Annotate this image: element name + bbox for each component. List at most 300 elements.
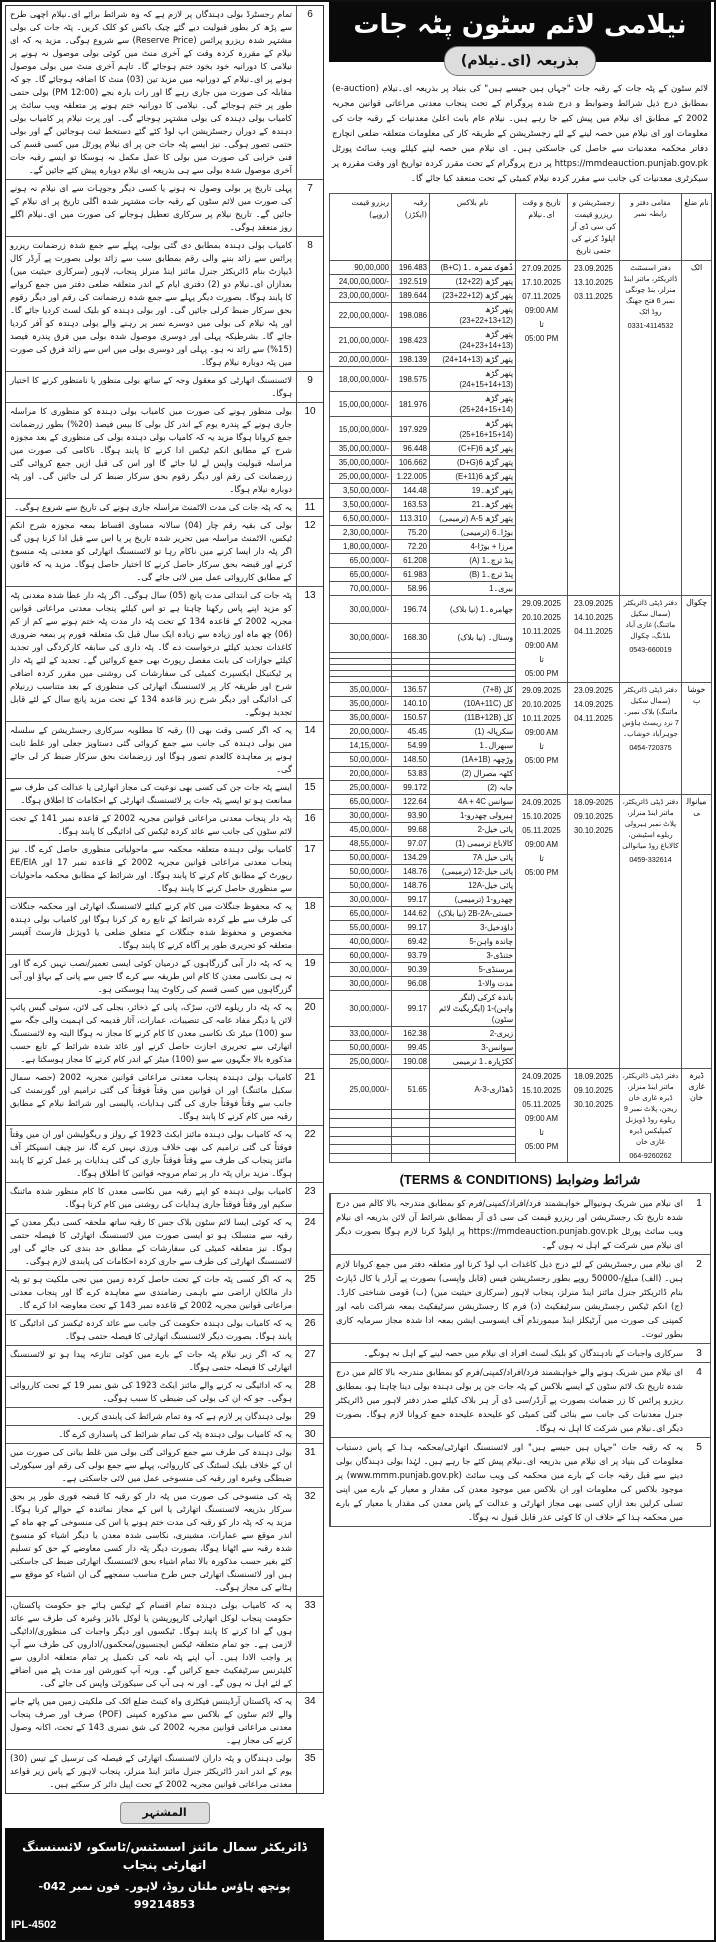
block-name-cell: وڑچھہ (1A+1B) — [430, 753, 516, 767]
terms-right-box — [329, 1193, 711, 1527]
reserve-price-cell: 30,00,000/- — [330, 963, 392, 977]
time-from: 09:00 AM — [525, 1114, 558, 1123]
term-text: یہ کہ رقبہ جات "جہاں ہیں جیسے ہیں" اور لائسنسنگ اتھارٹی/محکمہ ہذا کے پاس دستیاب معلومات کی بنیاد پر ای نیلام میں بذریعہ ای۔نیلام پیش کئے جا رہے ہیں۔ لہٰذا بولی دہندگان بولی دینے سے قبل رقبہ جات کے بارے میں محکمہ کی ویب سائٹ (www.mmm.punjab.gov.pk) پر موجود بلاکس کی معلومات اور ان بلاکس میں موجود معدن کی مقدار و معیار کے بارے میں اپنی تسلی کرلیں بعد ازاں کسی بھی مجاز اتھارٹی و عدالت کے پاس معدن کی مقدار یا معیار کے بارے میں محکمہ ہذا کے خلاف ان کا کوئی عذر قابل قبول نہ ہوگا۔ — [330, 1438, 688, 1526]
empty-cell — [330, 1145, 392, 1154]
reserve-price-cell: 3,50,00,000/- — [330, 498, 392, 512]
block-name-cell: چاندہ واہن-5 — [430, 935, 516, 949]
header-office: مقامی دفتر و رابطہ نمبر — [620, 194, 682, 261]
left-column — [2, 2, 326, 1940]
term-number: 11 — [304, 502, 316, 513]
area-cell: 162.38 — [392, 1027, 430, 1041]
reserve-price-cell: 23,00,00,000/- — [330, 289, 392, 303]
auction-date-cell — [516, 683, 568, 795]
table-row — [330, 596, 712, 624]
block-name-cell: پتھر گڑھ (13+14+24) — [430, 353, 516, 367]
area-cell: 90.39 — [392, 963, 430, 977]
term-number: 35 — [304, 1753, 316, 1764]
reserve-price-cell: 3,50,00,000/- — [330, 484, 392, 498]
area-cell: 61.208 — [392, 554, 430, 568]
term-number: 4 — [696, 1367, 702, 1378]
empty-cell — [330, 1110, 392, 1119]
term-item — [6, 403, 323, 499]
registration-date: 23.09.2025 — [573, 599, 614, 608]
term-item — [6, 841, 323, 898]
term-item — [6, 999, 323, 1069]
area-cell: 136.57 — [392, 683, 430, 697]
registration-date: 14.09.2025 — [573, 700, 614, 709]
district-cell: میانوالی — [682, 795, 712, 1069]
block-name-cell: چھدرو-1 (ترمیمی) — [430, 893, 516, 907]
term-item — [6, 1183, 323, 1214]
time-to: 05:00 PM — [524, 1142, 559, 1151]
term-number: 5 — [696, 1442, 702, 1453]
reserve-price-cell: 30,00,000/- — [330, 596, 392, 624]
term-item — [6, 587, 323, 722]
area-cell: 93.90 — [392, 809, 430, 823]
block-name-cell: بیری۔1 — [430, 582, 516, 596]
term-text: یہ کہ ادائیگی نہ کرنے والے مائنز ایکٹ 1923 کی شق نمبر 19 کے تحت کارروائی ہوگی۔ جو کہ ان کی بولی کی ضبطی کا سبب ہوگی۔ — [6, 1377, 297, 1407]
block-name-cell: ہیرولی چھدرو-1 — [430, 809, 516, 823]
term-text: کامیاب بولی دہندہ پنجاب معدنی مراعاتی قوانین مجریہ 2002 (حصہ سمال سکیل مائننگ) اور ان قوانین میں وقتاً فوقتاً کی گئی ترامیم اور گورنمنٹ کی جانب سے وقتاً فوقتاً جاری کی گئی ہدایات، پالیسی اور شرائط نیلام کے مطابق رقبہ میں کام کرنے کا پابند ہوگا۔ — [6, 1069, 297, 1125]
time-to: 05:00 PM — [524, 669, 559, 678]
auction-date: 07.11.2025 — [522, 292, 561, 301]
registration-date: 30.10.2025 — [573, 1100, 614, 1109]
area-cell: 122.64 — [392, 795, 430, 809]
empty-cell — [430, 1136, 516, 1145]
term-text: پٹہ دار پنجاب معدنی مراعاتی قوانین مجریہ 2002 کے قاعدہ نمبر 141 کے تحت لائم سٹون کی جانب سے عائد کردہ ٹیکس کی ادائیگی کا پابند ہوگا۔ — [6, 810, 297, 840]
auction-date: 10.11.2025 — [522, 627, 561, 636]
area-cell: 69.42 — [392, 935, 430, 949]
reserve-price-cell: 50,00,000/- — [330, 879, 392, 893]
block-name-cell: باندہ کرکی (لنگر واہن)-1 (ایگریگیٹ لائم سٹون) — [430, 991, 516, 1027]
reserve-price-cell: 50,00,000/- — [330, 851, 392, 865]
term-item — [6, 237, 323, 372]
term-text: یہ کہ پٹہ جات کی مدت الاٹمنٹ مراسلہ جاری ہونے کی تاریخ سے شروع ہوگی۔ — [6, 499, 297, 516]
reserve-price-cell: 15,00,00,000/- — [330, 417, 392, 442]
term-item — [6, 722, 323, 779]
reserve-price-cell: 25,00,000/- — [330, 1055, 392, 1069]
area-cell: 51.65 — [392, 1069, 430, 1110]
area-cell: 196.74 — [392, 596, 430, 624]
term-number: 28 — [304, 1380, 316, 1391]
term-text: بولی دہندہ کی طرف سے جمع کروائی گئی بولی میں غلط بیانی کی صورت میں ان کے خلاف بلیک لسٹنگ کی کارروائی، پہلے سے جمع بولی کی رقم اور سیکورٹی ضبطگی وغیرہ اور رقبہ کی منسوخی عمل میں لائی جاسکتی ہے۔ — [6, 1444, 297, 1487]
term-item — [330, 1255, 710, 1344]
area-cell: 198.086 — [392, 303, 430, 328]
term-item — [6, 1693, 323, 1750]
empty-cell — [430, 1154, 516, 1163]
block-name-cell: مرسنڈی-5 — [430, 963, 516, 977]
reserve-price-cell: 35,00,00,000/- — [330, 442, 392, 456]
reserve-price-cell: 35,00,000/- — [330, 711, 392, 725]
term-text: یہ کہ پٹہ دار آبی گزرگاہوں کے درمیان کوئی ایسی تعمیر/نصب نہیں کرے گا اور نہ ہی نکاسی معدن کا کام اس طریقہ سے کرے گا جس سے پانی کے بہاؤ اور آبی گزرگاہوں میں کسی قسم کی رکاوٹ پیدا ہوسکتی ہو۔ — [6, 955, 297, 998]
reserve-price-cell: 22,00,00,000/- — [330, 303, 392, 328]
auction-date-cell — [516, 596, 568, 683]
terms-heading: شرائط وضوابط (TERMS & CONDITIONS) — [399, 1172, 641, 1187]
term-item — [6, 1488, 323, 1597]
term-number: 2 — [696, 1259, 702, 1270]
term-number: 26 — [304, 1318, 316, 1329]
term-item — [6, 372, 323, 403]
term-text: یہ کہ پاکستان آرڈیننس فیکٹری واہ کینٹ ضلع اٹک کی ملکیتی زمین میں پائے جانے والے لائم سٹون کے بلاکس سے مذکورہ کمپنی (POF) صرف اور صرف پنجاب معدنی مراعاتی قوانین مجریہ 2002 کی شق نمبری 143 کے تحت، اکانہ وصول کرنے کی مجاز ہے۔ — [6, 1693, 297, 1749]
time-to: 05:00 PM — [524, 334, 559, 343]
block-name-cell: پائی خیل-12A — [430, 879, 516, 893]
term-text: یہ کہ کامیاب بولی دہندہ پٹہ کی تمام شرائط کی پاسداری کرے گا۔ — [6, 1426, 297, 1443]
header-district: نام ضلع — [682, 194, 712, 261]
table-row — [330, 261, 712, 275]
term-number: 14 — [304, 725, 316, 736]
office-address: دفتر ڈپٹی ڈائریکٹر (سمال سکیل مائننگ) بلاک نمبر۔7 نزد ریسٹ ہاؤس جوہرآباد خوشاب۔ — [622, 685, 679, 738]
term-text: یہ کہ اگر کسی پٹہ جات کے تحت حاصل کردہ زمین میں نجی ملکیت ہو تو پٹہ دار مالکان اراضی سے باہمی رضامندی سے معاہدہ کرے گا اور پنجاب معدنی مراعاتی قوانین مجریہ 2002 کے قاعدہ نمبر 143 کے تحت معاوضہ ادا کرے گا۔ — [6, 1271, 297, 1314]
area-cell: 148.76 — [392, 865, 430, 879]
empty-cell — [430, 1127, 516, 1136]
reserve-price-cell: 35,00,000/- — [330, 697, 392, 711]
term-number: 8 — [307, 240, 313, 251]
empty-cell — [430, 1145, 516, 1154]
office-cell — [620, 1069, 682, 1163]
term-item — [330, 1438, 710, 1526]
area-cell: 190.08 — [392, 1055, 430, 1069]
table-header-row — [330, 194, 712, 261]
term-number: 13 — [304, 590, 316, 601]
term-text: بولی منظور ہونے کی صورت میں کامیاب بولی دہندہ کو منظوری کا مراسلہ جاری ہونے کے پندرہ یوم کے اندر کل بولی کا بیس فیصد (20%) بطور زرضمانت جمع کروانا ہوگا مزید یہ کہ کامیاب بولی دہندہ بولی کی منظوری کے بعد مجوزہ شرح کے مطابق انکم ٹیکس ادا کرنے کا پابند ہوگا۔ ناکامی کی صورت میں مراسلہ قبولیت واپس لے لیا جائے گا اور اس کی قبل ازیں جمع کروائی گئی زرضمانت کی رقم اور دیگر رقوم بحق سرکار ضبط کر لی جائیں گی۔ اور پٹہ دوبارہ نیلام ہوگا۔ — [6, 403, 297, 498]
term-text: یہ کہ کامیاب بولی دہندہ تمام اقسام کے ٹیکس ہائے جو حکومت پاکستان، حکومت پنجاب لوکل اتھارٹی کارپوریشن یا لوکل باڈیز وغیرہ کی طرف سے عائد ہوں گے ادا کرنے کا پابند ہوگا۔ ٹیکسوں اور دیگر واجبات کی منظوری/ادائیگی لازمی ہے۔ جو تمام متعلقہ ٹیکس ایجنسیوں/محکموں/اداروں کی طرف سے آپ پر واجب الادا ہیں۔ آپ اپنے پٹہ نامہ کی تکمیل پر تمام متعلقہ اداروں سے کلیئرنس سرٹیفکیٹ جمع کرائیں گے۔ ورنہ آپ کنورشن اور مدت پٹے میں اضافے کے لئے اہل نہ ہوں گے۔ اور نہ ہی آپ کی سیکورٹی واپس کی جائے گی۔ — [6, 1597, 297, 1692]
header-block: نام بلاکس — [430, 194, 516, 261]
block-name-cell: مرزا + بوڑا-4 — [430, 540, 516, 554]
area-cell: 198.575 — [392, 367, 430, 392]
auction-date: 05.11.2025 — [522, 826, 561, 835]
block-name-cell: بوڑا۔6 (ترمیمی) — [430, 526, 516, 540]
time-from: 09:00 AM — [525, 840, 558, 849]
registration-date-cell — [568, 683, 620, 795]
term-text: یہ کہ کوئی ایسا لائم سٹون بلاک جس کا رقبہ ساتھ ملحقہ کسی دیگر معدن کے رقبہ سے منسلک ہو تو ایسی صورت میں لائسنسنگ اتھارٹی کا فیصلہ حتمی ہوگا۔ نیز متعلقہ کمیٹی کی سفارشات کے مطابق حد بندی کی جائے گی اور لائسنسنگ اتھارٹی کی طرف سے جاری کردہ احکامات کی پابندی لازم ہوگی۔ — [6, 1214, 297, 1270]
right-column — [326, 2, 714, 1531]
reserve-price-cell: 50,00,000/- — [330, 865, 392, 879]
term-number: 33 — [304, 1600, 316, 1611]
empty-cell — [330, 1127, 392, 1136]
block-name-cell: جابہ (2) — [430, 781, 516, 795]
auction-date: 15.10.2025 — [521, 1086, 562, 1095]
registration-date: 14.10.2025 — [573, 613, 614, 622]
area-cell: 99.17 — [392, 893, 430, 907]
block-name-cell: پتھر گڑھ 6(C+F) — [430, 442, 516, 456]
auction-date: 24.09.2025 — [521, 798, 562, 807]
term-item — [6, 1271, 323, 1315]
block-name-cell: پتھر گڑھ۔21 — [430, 498, 516, 512]
term-number: 6 — [307, 9, 313, 20]
area-cell: 144.62 — [392, 907, 430, 921]
registration-date: 09.10.2025 — [573, 1086, 614, 1095]
term-item — [6, 779, 323, 810]
term-item — [6, 1315, 323, 1346]
block-name-cell: ککڑپارہ۔1 ترمیمی — [430, 1055, 516, 1069]
area-cell: 75.20 — [392, 526, 430, 540]
time-separator: تا — [539, 655, 544, 664]
block-name-cell: کالاباغ ترمیمی (1) — [430, 837, 516, 851]
area-cell: 99.17 — [392, 991, 430, 1027]
area-cell: 106.662 — [392, 456, 430, 470]
area-cell: 99.172 — [392, 781, 430, 795]
registration-date: 09.10.2025 — [573, 812, 614, 821]
time-from: 09:00 AM — [525, 641, 558, 650]
registration-date-cell — [568, 1069, 620, 1163]
term-item — [6, 898, 323, 955]
reserve-price-cell: 33,00,000/- — [330, 1027, 392, 1041]
term-number: 23 — [304, 1186, 316, 1197]
area-cell: 97.07 — [392, 837, 430, 851]
page-title: نیلامی لائم سٹون پٹہ جات — [353, 10, 687, 40]
auction-date: 10.11.2025 — [522, 714, 561, 723]
reserve-price-cell: 14,15,000/- — [330, 739, 392, 753]
term-text: بولی دہندگان پر لازم ہے کہ وہ تمام شرائط کی پابندی کریں۔ — [6, 1408, 297, 1425]
registration-date-cell — [568, 261, 620, 596]
area-cell: 96.08 — [392, 977, 430, 991]
office-phone: 0331-4114532 — [627, 321, 674, 330]
block-name-cell: پائی خیل 7A — [430, 851, 516, 865]
term-number: 17 — [304, 844, 316, 855]
area-cell: 148.50 — [392, 753, 430, 767]
office-address: دفتر ڈپٹی ڈائریکٹر، مائنز اینڈ منرلز، پلاٹ نمبر ہیرولی ریلوے اسٹیشن، کالاباغ روڈ میانوالی — [622, 797, 679, 850]
block-name-cell: داؤدخیل-3 — [430, 921, 516, 935]
term-item — [6, 1126, 323, 1183]
reserve-price-cell: 40,00,000/- — [330, 935, 392, 949]
area-cell: 58.96 — [392, 582, 430, 596]
reserve-price-cell: 65,00,000/- — [330, 907, 392, 921]
area-cell: 61.983 — [392, 568, 430, 582]
term-text: تمام رجسٹرڈ بولی دہندگان پر لازم ہے کہ وہ شرائط برائے ای۔نیلام اچھی طرح سے پڑھ کر بطور قبولیت دیے گئے چیک باکس کو کلک کریں۔ پٹہ جات کی بولی مشتہر شدہ ریزرو پرائس (Reserve Price) سے شروع ہوگی۔ مزید یہ کہ ای نیلام کے مقررہ کردہ وقت کے آخری منٹ میں کوئی بولی موصول نہ ہونے پر نیلامی کا دورانیہ خود بخود ختم ہوجائے گا۔ تاہم آخری منٹ میں بولی موصول ہونے پر ای۔نیلام کے دورانیہ میں مزید تین (03) منٹ کا اضافہ ہوجائے گا۔ جو کہ مقابلہ کی صورت میں جاری رہے گا اور رات بارہ بجے (12:00 PM) بولی حتمی طور پر ختم ہوجائے گی۔ نیلامی کا دورانیہ ختم ہونے پر متعلقہ ویب سائٹ پر کامیاب بولی دہندہ کی بولی مشتہر ہوجائے گی۔ اور پرت نیلام پر کامیاب بولی دہندہ کے دوران رجسٹریشن اپ لوڈ کئے گئے دستخط ثبت ہوجائیں گے اور بولی حتمی تصور ہوگی۔ نیز ایسے پٹہ جات جن پر ای نیلام پورٹل میں کسی قسم کی فنی خرابی کی صورت میں بولی کا عمل مکمل نہ ہوسکا تو ایسے رقبہ جات آخری موصول شدہ بولی سے ہی بذریعہ ای نیلام دوبارہ پیش کئے جائیں گے۔ — [6, 6, 297, 179]
block-name-cell: کل (8+7) — [430, 683, 516, 697]
reserve-price-cell: 35,00,000/- — [330, 683, 392, 697]
empty-cell — [392, 1127, 430, 1136]
area-cell: 148.76 — [392, 879, 430, 893]
term-item — [6, 1069, 323, 1126]
term-text: سرکاری واجبات کے نادہندگان کو بلیک لسٹ افراد ای نیلام میں حصہ لینے کے اہل نہ ہونگے۔ — [330, 1344, 688, 1362]
registration-date: 04.11.2025 — [574, 714, 613, 723]
area-cell: 192.519 — [392, 275, 430, 289]
reserve-price-cell: 25,00,000/- — [330, 781, 392, 795]
term-item — [330, 1344, 710, 1363]
term-item — [6, 955, 323, 999]
block-name-cell: خستی-2B-2A (نیا بلاک) — [430, 907, 516, 921]
office-cell — [620, 795, 682, 1069]
term-text: بولی کی بقیہ رقم چار (04) سالانہ مساوی اقساط بمعہ مجوزہ شرح انکم ٹیکس، الاٹمنٹ مراسلہ میں تحریر شدہ تاریخ پر یا اس سے قبل ادا کرنا ہوں گی اگر پٹہ دار ایسا کرنے میں ناکام رہا تو لائسنسنگ اتھارٹی کو معدنی پٹہ منسوخ کرنے اور قبضہ بحق سرکار حاصل کرنے کا اختیار حاصل ہوگا۔ مزید یہ کہ قانون کے مطابق کارروائی عمل میں لائی جائے گی۔ — [6, 517, 297, 586]
reserve-price-cell: 30,00,000/- — [330, 809, 392, 823]
auction-table — [329, 193, 712, 1163]
area-cell: 150.57 — [392, 711, 430, 725]
header-area: رقبہ (ایکڑز) — [392, 194, 430, 261]
district-cell: خوشاب — [682, 683, 712, 795]
reserve-price-cell: 30,00,000/- — [330, 893, 392, 907]
reserve-price-cell: 21,00,00,000/- — [330, 328, 392, 353]
term-text: ایسے پٹہ جات جن کی کسی بھی نوعیت کی مجاز اتھارٹی یا عدالت کی طرف سے ممانعت ہو تو ایسے پٹہ جات پر لائسنسنگ اتھارٹی کے احکامات کا اطلاق ہوگا۔ — [6, 779, 297, 809]
auction-date: 05.11.2025 — [522, 1100, 561, 1109]
registration-date: 04.11.2025 — [574, 627, 613, 636]
ipl-code: IPL-4502 — [11, 1919, 57, 1931]
term-number: 7 — [307, 183, 313, 194]
area-cell: 163.53 — [392, 498, 430, 512]
term-number: 29 — [304, 1411, 316, 1422]
term-number: 10 — [304, 406, 316, 417]
term-text: پہلی تاریخ پر بولی وصول نہ ہونے یا کسی دیگر وجوہات سے ای نیلام نہ ہونے کی صورت میں لائم سٹون کے رقبہ جات مشتہر شدہ اگلی تاریخ پر ای نیلام کے جائیں گے۔ تاریخ نیلام پر سرکاری تعطیل ہوجانے کی صورت میں ای۔نیلام اگلے روز منعقد ہوگی۔ — [6, 180, 297, 236]
term-number: 30 — [304, 1429, 316, 1440]
block-name-cell: پتھر گڑھ (13+14+15+24) — [430, 367, 516, 392]
reserve-price-cell: 50,00,000/- — [330, 753, 392, 767]
reserve-price-cell: 70,00,000/- — [330, 582, 392, 596]
term-number: 19 — [304, 958, 316, 969]
term-item — [330, 1194, 710, 1255]
office-phone: 0543-660019 — [629, 645, 672, 654]
block-name-cell: پتھر گڑھ 6(E+11) — [430, 470, 516, 484]
empty-cell — [392, 1110, 430, 1119]
empty-cell — [392, 1136, 430, 1145]
empty-cell — [430, 1110, 516, 1119]
area-cell: 196.483 — [392, 261, 430, 275]
block-name-cell: سبھرال۔1 — [430, 739, 516, 753]
area-cell: 45.45 — [392, 725, 430, 739]
registration-date: 03.11.2025 — [574, 292, 613, 301]
empty-cell — [330, 1118, 392, 1127]
term-number: 3 — [696, 1348, 702, 1359]
area-cell: 198.139 — [392, 353, 430, 367]
empty-cell — [392, 1145, 430, 1154]
term-item — [6, 180, 323, 237]
block-name-cell: ڈھوک عمرہ ۔1 (B+C) — [430, 261, 516, 275]
block-name-cell: ختنڈی-3 — [430, 949, 516, 963]
term-number: 22 — [304, 1129, 316, 1140]
term-text: پٹہ کی منسوخی کی صورت میں پٹہ دار کو رقبہ کا قبضہ فوری طور پر بحق سرکار بذریعہ لائسنسنگ اتھارٹی یا اس کے مجاز نمائندہ کے حوالے کرنا ہوگا۔ مزید یہ کہ پٹہ دار کو رقبہ کی مدت ختم ہونے یا اس کی منسوخی کے چھ ماہ کے اندر موقع سے عمارات، مشینری، نکاسی شدہ معدن یا دیگر اشیاء کو منسوخ شدہ رقبہ سے اٹھانا ہوگا، بصورت دیگر پٹہ دار کسی معاوضے کے حق کو تسلیم کئے بغیر حسب مذکورہ بالا تمام اشیاء بحق لائسنسنگ اتھارٹی ضبط کی جاسکتی ہیں اور لائسنسنگ اتھارٹی جس طرح مناسب سمجھے گی ان اشیاء کو موقع سے ہٹانے کی مجاز ہوگی۔ — [6, 1488, 297, 1596]
office-phone: 0459-332614 — [629, 855, 672, 864]
reserve-price-cell: 90,00,000 — [330, 261, 392, 275]
empty-cell — [330, 1154, 392, 1163]
block-name-cell: سکرپالہ (1) — [430, 725, 516, 739]
registration-date: 23.09.2025 — [573, 264, 614, 273]
area-cell: 144.48 — [392, 484, 430, 498]
header-auction-date: تاریخ و وقت ای۔نیلام — [516, 194, 568, 261]
term-text: ای نیلام میں رجسٹریشن کے لئے درج ذیل کاغذات اپ لوڈ کرنا اور متعلقہ دفتر میں جمع کروانا لازم ہیں۔ (الف) مبلغ/-50000 روپے بطور رجسٹریشن فیس (قابل واپسی) بصورت پے آرڈر یا کال ڈپازٹ بنام ڈائریکٹر جنرل مائنز اینڈ منرلز، پنجاب لاہور (سرکاری حیثیت میں) (ب) قومی شناختی کارڈ۔ (ج) انکم ٹیکس رجسٹریشن سرٹیفکیٹ (د) فرم کا رجسٹریشن سرٹیفکیٹ بمعہ شراکت نامہ اور کمپنی کی صورت میں آرٹیکلز اینڈ میمورنڈم آف ایسوسی ایشن بمعہ ادا شدہ مجاز سرمایہ کاری بطور ثبوت۔ — [330, 1255, 688, 1343]
office-cell — [620, 596, 682, 683]
term-item — [6, 1426, 323, 1444]
reserve-price-cell: 25,00,00,000/- — [330, 470, 392, 484]
term-text: یہ کہ کامیاب بولی دہندہ حکومت کی جانب سے عائد کردہ ٹیکسز کی ادائیگی کا پابند ہوگا۔ بصورت دیگر لائسنسنگ اتھارٹی کا فیصلہ حتمی ہوگا۔ — [6, 1315, 297, 1345]
reserve-price-cell: 55,00,000/- — [330, 921, 392, 935]
time-separator: تا — [539, 1128, 544, 1137]
block-name-cell: جھامرہ۔1 (نیا بلاک) — [430, 596, 516, 624]
reserve-price-cell: 35,00,00,000/- — [330, 456, 392, 470]
district-cell: چکوال — [682, 596, 712, 683]
block-name-cell: پائی خیل-12 (ترمیمی) — [430, 865, 516, 879]
term-item — [6, 810, 323, 841]
term-text: پٹہ جات کی ابتدائی مدت پانچ (05) سال ہوگی۔ اگر پٹہ دار عطا شدہ معدنی پٹہ کو مزید اپنے پاس رکھنا چاہتا ہے تو اس کیلئے پنجاب معدنی مراعاتی قوانین مجریہ 2002 کے قاعدہ 134 کے تحت پٹہ دار مدت پٹہ ختم ہونے سے کم از کم (06) چھ ماہ اور زیادہ سے زیادہ ایک سال قبل تک متعلقہ فورم پر بمعہ ضروری کاغذات تجدید کیلئے درخواست دے گا۔ پٹہ داری کی سابقہ کارکردگی اور تجدید کیلئے جوازات کی بابت مفصل رپورٹ بھی جمع کروائیں گے۔ تجدید کے لئے پٹہ دار پر ٹیکنیکل ایکسپرٹ کمیٹی کی سفارشات کی روشنی میں مقرر کردہ اضافی شرح اور طریقہ کار پر لائسنسنگ اتھارٹی کی منظوری کے بعد متناسب زرنیلام کی ادائیگی اور دیگر شرح زیر قاعدہ 134 کے تحت مزید پانچ سال کے لئے قابل تجدید ہونگے۔ — [6, 587, 297, 721]
area-cell: 96.448 — [392, 442, 430, 456]
block-name-cell: پنڈ ترچ۔1 (A) — [430, 554, 516, 568]
empty-cell — [392, 1118, 430, 1127]
reserve-price-cell: 6,50,00,000/- — [330, 512, 392, 526]
block-name-cell: پتھر گڑھ (22+12) — [430, 275, 516, 289]
time-from: 09:00 AM — [525, 306, 558, 315]
block-name-cell: پتھر گڑھ (13+14+23+24) — [430, 328, 516, 353]
term-number: 31 — [304, 1447, 316, 1458]
time-from: 09:00 AM — [525, 728, 558, 737]
reserve-price-cell: 15,00,00,000/- — [330, 392, 392, 417]
block-name-cell: ڈھڈاری-A-3 — [430, 1069, 516, 1110]
term-text: لائسنسنگ اتھارٹی کو معقول وجہ کے ساتھ بولی منظور یا نامنظور کرنے کا اختیار ہوگا۔ — [6, 372, 297, 402]
office-phone: 064-9260262 — [629, 1151, 672, 1160]
auction-date: 24.09.2025 — [521, 1072, 562, 1081]
block-name-cell: پتھر گڑھ (12+13+22+23) — [430, 303, 516, 328]
area-cell: 72.20 — [392, 540, 430, 554]
district-cell: اٹک — [682, 261, 712, 596]
block-name-cell: کل (11B+12B) — [430, 711, 516, 725]
auction-date-cell — [516, 261, 568, 596]
table-row — [330, 1069, 712, 1110]
term-text: ای نیلام میں شریک ہونیوالے خواہشمند فرد/افراد/کمپنی/فرم کو بمطابق مندرجہ بالا کالم میں درج شدہ تاریخ تک رجسٹریشن اور ریزرو قیمت کی سی ڈی آر بمطابق شرائط آن لائن بذریعہ ای نیلام ویب سائٹ پورٹل https://mmdeauction.punjab.gov.pk پر اپلوڈ کرنا لازم ہوگا بصورت دیگر ای نیلام میں شرکت کے اہل نہ ہوں گے۔ — [330, 1194, 688, 1254]
empty-cell — [430, 1118, 516, 1127]
reserve-price-cell: 20,00,000/- — [330, 725, 392, 739]
block-name-cell: سوانس-3 — [430, 1041, 516, 1055]
term-item — [330, 1363, 710, 1438]
term-number: 24 — [304, 1217, 316, 1228]
term-number: 16 — [304, 813, 316, 824]
term-text: یہ کہ محفوظ جنگلات میں کام کرنے کیلئے لائسنسنگ اتھارٹی اور محکمہ جنگلات کی طرف سے طے کردہ شرائط کے تابع رہ کر کرنا ہوگا اور کامیاب بولی دہندہ مخصوص و محفوظ شدہ جنگلات کے متعلق ضلعی یا ڈویژنل فارسٹ آفیسر متعلقہ کو تحریری طور پر آگاہ کرنے کا پابند ہوگا۔ — [6, 898, 297, 954]
area-cell: 99.68 — [392, 823, 430, 837]
term-text: کامیاب بولی دہندہ متعلقہ محکمہ سے ماحولیاتی منظوری حاصل کرے گا۔ نیز پنجاب معدنی مراعاتی قوانین مجریہ 2002 کے قاعدہ نمبر 17 اور EE/EIA رپورٹ کے مطابق کام کرنے کا پابند ہوگا۔ اور شرائط کے مطابق محکمہ ماحولیات سے منظوری حاصل کرنے کا پابند ہوگا۔ — [6, 841, 297, 897]
time-to: 05:00 PM — [524, 868, 559, 877]
term-item — [6, 1444, 323, 1488]
auction-date: 27.09.2025 — [521, 264, 562, 273]
term-item — [6, 517, 323, 587]
empty-cell — [392, 1154, 430, 1163]
auction-date-cell — [516, 795, 568, 1069]
reserve-price-cell: 20,00,000/- — [330, 767, 392, 781]
block-name-cell: مدت والا-1 — [430, 977, 516, 991]
reserve-price-cell: 65,00,000/- — [330, 568, 392, 582]
reserve-price-cell: 30,00,000/- — [330, 624, 392, 652]
reserve-price-cell: 30,00,000/- — [330, 991, 392, 1027]
office-cell — [620, 683, 682, 795]
table-row — [330, 683, 712, 697]
reserve-price-cell: 18,00,00,000/- — [330, 367, 392, 392]
block-name-cell: پتھر گڑھ 5-A (ترمیمی) — [430, 512, 516, 526]
area-cell: 189.644 — [392, 289, 430, 303]
reserve-price-cell: 60,00,000/- — [330, 949, 392, 963]
term-number: 12 — [304, 520, 316, 531]
term-number: 34 — [304, 1696, 316, 1707]
registration-date-cell — [568, 795, 620, 1069]
area-cell: 1.22.005 — [392, 470, 430, 484]
empty-cell — [330, 1136, 392, 1145]
auction-date-cell — [516, 1069, 568, 1163]
area-cell: 99.17 — [392, 921, 430, 935]
office-address: دفتر اسسٹنٹ ڈائریکٹر، مائنز اینڈ منرلز، بنڈ چونگی نمبر 6 فتح جھنگ روڈ اٹک — [623, 263, 678, 316]
area-cell: 197.929 — [392, 417, 430, 442]
reserve-price-cell: 65,00,000/- — [330, 795, 392, 809]
reserve-price-cell: 2,30,00,000/- — [330, 526, 392, 540]
auction-date: 15.10.2025 — [521, 812, 562, 821]
block-name-cell: پتھر گڑھ (14+15+16+25) — [430, 417, 516, 442]
term-number: 18 — [304, 901, 316, 912]
block-name-cell: پتھر گڑھ (14+15+24+25) — [430, 392, 516, 417]
term-text: کامیاب بولی دہندہ بمطابق دی گئی بولی، پہلے سے جمع شدہ زرضمانت ریزرو پرائس سے زائد بننے والی رقم بمطابق سب سے زائد بولی بصورت پے آرڈر کال ڈیپازٹ بنام ڈائریکٹر جنرل مائنز اینڈ منرلز پنجاب، لاہور (سرکاری حیثیت میں) بعدازاں ای۔نیلام دو (2) دفتری ایام کے اندر متعلقہ ضلعی دفتر میں جمع کروانے کا پابند ہوگا۔ بصورت دیگر پہلے سے جمع شدہ زرضمانت کی رقم اور دیگر رقوم بحق سرکار ضبط کرلی جائیں گی۔ اور بولی دہندہ کو بلیک لسٹ کردیا جائے گا۔ اور پٹہ نیلام کی بولی میں دوسرے نمبر پر رہنے والے بولی دہندہ کو آفر کردیا جائے گا۔ بشرطیکہ پہلی اور دوسری موصول شدہ بولی میں فرق پندرہ فیصد (15%) سے زائد نہ ہو۔ پہلی اور دوسری بولی میں اس سے زائد فرق کی صورت میں پٹہ دوبارہ نیلام ہوگا۔ — [6, 237, 297, 371]
reserve-price-cell: 48,55,000/- — [330, 837, 392, 851]
term-text: یہ کہ اگر کسی وقت بھی (ا) رقبہ کا مطلوبہ سرکاری رجسٹریشن کے سلسلہ میں بولی دہندہ کی جانب سے جمع کروائی گئی دستاویز جعلی اور غلط ثابت ہونے پر معاہدہ کالعدم تصور ہوگا اور زرضمانت بحق سرکار ضبط کر لی جائے گی۔ — [6, 722, 297, 778]
intro-paragraph: لائم سٹون کے پٹہ جات کے رقبہ جات "جہاں ہیں جیسے ہیں" کی بنیاد پر بذریعہ ای۔نیلام (e-auction) بمطابق درج ذیل شرائط وضوابط و درج شدہ پروگرام کے تحت پنجاب معدنی مراعاتی قوانین مجریہ 2002 کے مطابق ای نیلام میں پیش کیے جا رہے ہیں۔ نیلام عام بابت اعلیٰ معدنیات کے رقبہ جات کی معلومات اور ای نیلام میں حصہ لینے کے لئے رجسٹریشن کے طریقہ کار کی معلومات متعلقہ ضلعی انچارج دفاتر محکمہ معدنیات سے حاصل کی جاسکتی ہیں۔ ای نیلام میں حصہ لینے کیلئے ویب سائٹ پورٹل https://mmdeauction.punjab.gov.pk پر درج پروگرام کے تحت مقرر کردہ تواریخ اور وقت مقررہ پر سیکرٹری معدنیات کی جانب سے مقرر کردہ نیلام کمیٹی کے تحت منعقد کیا جائے گا۔ — [332, 84, 708, 184]
reserve-price-cell: 45,00,000/- — [330, 823, 392, 837]
term-number: 32 — [304, 1491, 316, 1502]
block-name-cell: کل (10A+11C) — [430, 697, 516, 711]
block-name-cell: پتھر گڑھ۔19 — [430, 484, 516, 498]
time-separator: تا — [539, 320, 544, 329]
table-row — [330, 795, 712, 809]
registration-date: 23.09.2025 — [573, 686, 614, 695]
